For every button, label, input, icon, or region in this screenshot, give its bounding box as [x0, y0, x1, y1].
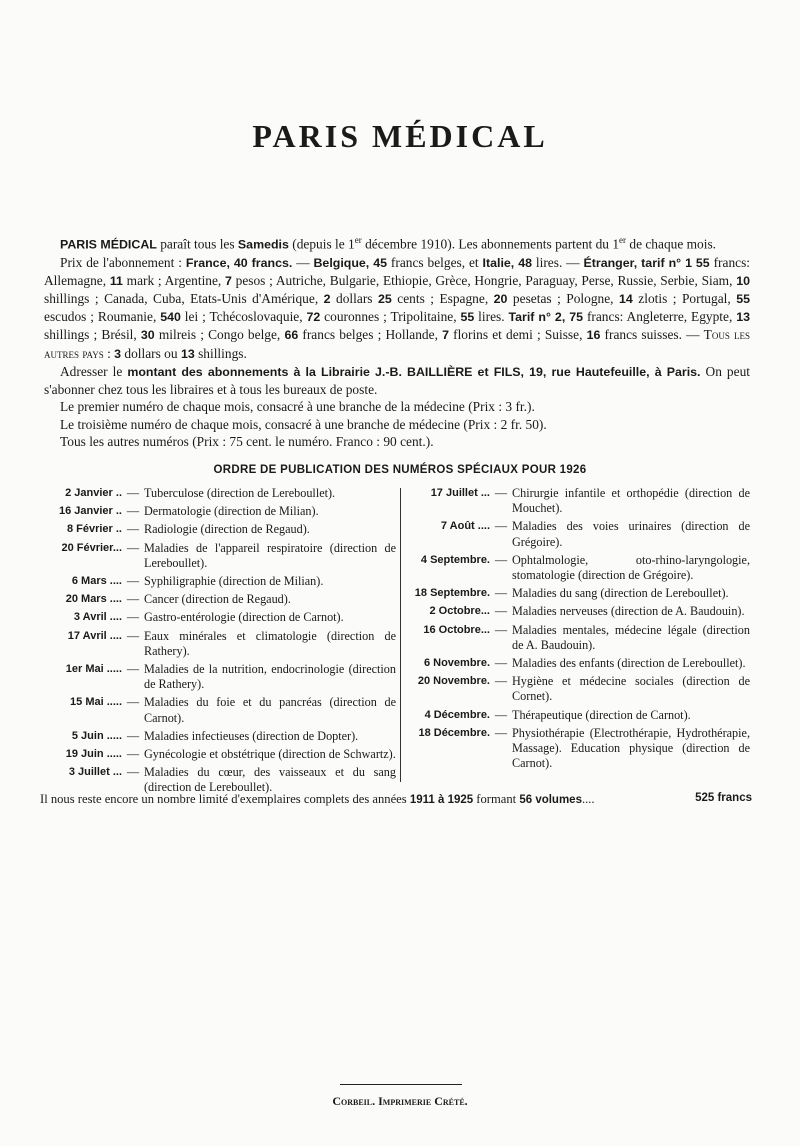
entry-date: 8 Février .. — [66, 523, 122, 536]
schedule-entry — [404, 486, 750, 516]
entry-date: 18 Septembre. — [414, 587, 490, 600]
entry-dash: — — [126, 662, 140, 677]
entry-topic: Tuberculose (direction de Lereboullet). — [144, 486, 336, 500]
entry-dash: — — [126, 747, 140, 762]
entry-topic: Maladies du cœur, des vaisseaux et du sang (direction de Lereboullet). — [144, 765, 396, 795]
column-divider — [400, 488, 401, 782]
entry-date: 17 Avril .... — [67, 629, 122, 642]
entry-dash: — — [126, 486, 140, 500]
printer-imprint: Corbeil. Imprimerie Crété. — [332, 1094, 468, 1108]
schedule-entry — [404, 674, 750, 704]
entry-date: 1er Mai ..... — [65, 663, 122, 676]
entry-topic: Radiologie (direction de Regaud). — [144, 522, 310, 537]
entry-date: 16 Octobre... — [423, 623, 490, 636]
entry-dash: — — [126, 610, 140, 625]
intro-paragraph-publication: PARIS MÉDICAL paraît tous les Samedis (depuis le 1er décembre 1910). Les abonnements partent du 1er de chaque mois. — [60, 235, 717, 252]
entry-dash: — — [494, 486, 508, 500]
schedule-entry — [40, 592, 396, 607]
entry-date: 20 Mars .... — [65, 593, 122, 606]
schedule-entry — [40, 522, 396, 537]
entry-date: 16 Janvier .. — [59, 505, 122, 518]
entry-date: 20 Février... — [61, 541, 122, 554]
entry-date: 18 Décembre. — [418, 726, 490, 739]
entry-dash: — — [494, 604, 508, 619]
entry-date: 3 Juillet ... — [68, 766, 122, 779]
entry-dash: — — [126, 522, 140, 537]
entry-dash: — — [126, 504, 140, 519]
entry-topic: Maladies des enfants (direction de Lereboullet). — [512, 656, 746, 671]
entry-dash: — — [126, 574, 140, 589]
schedule-entry — [404, 586, 750, 601]
intro-paragraph-first-issue: Le premier numéro de chaque mois, consacré à une branche de la médecine (Prix : 3 fr.). — [60, 399, 535, 415]
schedule-entry — [404, 623, 750, 653]
entry-topic: Gynécologie et obstétrique (direction de Schwartz). — [144, 747, 396, 762]
entry-topic: Maladies du sang (direction de Lereboullet). — [512, 586, 729, 601]
intro-paragraph-other-issues: Tous les autres numéros (Prix : 75 cent. le numéro. Franco : 90 cent.). — [60, 433, 434, 449]
entry-date: 19 Juin ..... — [65, 748, 122, 761]
entry-date: 2 Janvier .. — [65, 487, 122, 499]
entry-dash: — — [494, 725, 508, 740]
schedule-entry — [40, 695, 396, 725]
entry-dash: — — [494, 622, 508, 637]
entry-topic: Dermatologie (direction de Milian). — [144, 504, 319, 519]
entry-topic: Syphiligraphie (direction de Milian). — [144, 574, 324, 589]
schedule-entry — [404, 656, 750, 671]
entry-date: 6 Novembre. — [423, 657, 490, 670]
entry-dash: — — [126, 765, 140, 780]
entry-date: 7 Août .... — [440, 520, 490, 533]
entry-topic: Thérapeutique (direction de Carnot). — [512, 707, 691, 722]
printer-rule — [340, 1084, 462, 1085]
entry-date: 20 Novembre. — [417, 675, 490, 688]
schedule-entry — [404, 553, 750, 583]
intro-paragraph-prices: Prix de l'abonnement : France, 40 francs. — Belgique, 45 francs belges, et Italie, 48 lires. — Étranger, tarif n° 1 55 francs: Allemagne, 11 mark ; Argentine, 7 pesos ; Autriche, Bulgarie, Ethiopie, Grèce, Hongrie, Paraguay, Perse, Russie, Serbie, Siam, 10 shillings ; Canada, Cuba, Etats-Unis d'Amérique, 2 dollars 25 cents ; Espagne, 20 pesetas ; Pologne, 14 zlotis ; Portugal, 55 escudos ; Roumanie, 540 lei ; Tchécoslovaquie, 72 couronnes ; Tripolitaine, 55 lires. Tarif n° 2, 75 francs: Angleterre, Egypte, 13 shillings ; Brésil, 30 milreis ; Congo belge, 66 francs belges ; Hollande, 7 florins et demi ; Suisse, 16 francs suisses. — Tous les autres pays : 3 dollars ou 13 shillings. — [44, 254, 751, 361]
schedule-column-left — [40, 486, 396, 799]
entry-date: 5 Juin ..... — [71, 729, 122, 742]
schedule-entry — [40, 486, 396, 501]
schedule-entry — [404, 604, 750, 619]
entry-date: 4 Décembre. — [424, 708, 490, 721]
entry-topic: Maladies de l'appareil respiratoire (direction de Lereboullet). — [144, 540, 396, 570]
schedule-entry — [40, 729, 396, 744]
entry-dash: — — [494, 656, 508, 671]
entry-date: 17 Juillet ... — [430, 487, 490, 499]
schedule-entry — [40, 662, 396, 692]
intro-paragraph-third-issue: Le troisième numéro de chaque mois, consacré à une branche de médecine (Prix : 2 fr. 50). — [60, 416, 547, 432]
intro-text — [44, 232, 750, 450]
schedule-entry — [404, 519, 750, 549]
intro-paragraph-address: Adresser le montant des abonnements à la Librairie J.-B. BAILLIÈRE et FILS, 19, rue Hautefeuille, à Paris. On peut s'abonner chez tous les libraires et à tous les bureaux de poste. — [44, 363, 750, 398]
schedule-entry — [40, 504, 396, 519]
entry-dash: — — [494, 552, 508, 567]
schedule-entry — [40, 574, 396, 589]
entry-topic: Maladies de la nutrition, endocrinologie (direction de Rathery). — [144, 662, 396, 692]
entry-topic: Maladies infectieuses (direction de Dopter). — [144, 728, 359, 743]
schedule-column-right — [404, 486, 750, 774]
entry-topic: Hygiène et médecine sociales (direction de Cornet). — [512, 674, 750, 704]
entry-topic: Maladies des voies urinaires (direction de Grégoire). — [512, 519, 750, 549]
entry-date: 6 Mars .... — [71, 575, 122, 588]
entry-topic: Cancer (direction de Regaud). — [144, 592, 291, 607]
schedule-entry — [40, 629, 396, 659]
page-title: PARIS MÉDICAL — [252, 118, 548, 154]
entry-topic: Maladies nerveuses (direction de A. Baudouin). — [512, 604, 745, 619]
entry-dash: — — [494, 586, 508, 601]
entry-topic: Physiothérapie (Electrothérapie, Hydrothérapie, Massage). Education physique (direction de Carnot). — [512, 725, 750, 771]
entry-dash: — — [494, 519, 508, 534]
entry-topic: Maladies du foie et du pancréas (direction de Carnot). — [144, 695, 396, 725]
entry-dash: — — [126, 728, 140, 743]
entry-date: 4 Septembre. — [420, 553, 490, 566]
entry-topic: Gastro-entérologie (direction de Carnot). — [144, 610, 344, 625]
schedule-entry — [404, 726, 750, 772]
entry-date: 2 Octobre... — [429, 605, 490, 618]
entry-date: 3 Avril .... — [73, 611, 122, 624]
entry-dash: — — [126, 540, 140, 555]
entry-dash: — — [126, 695, 140, 710]
entry-topic: Eaux minérales et climatologie (direction de Rathery). — [144, 628, 396, 658]
entry-topic: Ophtalmologie, oto-rhino-laryngologie, stomatologie (direction de Grégoire). — [512, 552, 750, 583]
entry-dash: — — [494, 707, 508, 722]
entry-dash: — — [126, 628, 140, 643]
schedule-entry — [40, 747, 396, 762]
back-issues-price: 525 francs — [695, 792, 752, 804]
schedule-entry — [40, 610, 396, 625]
entry-topic: Maladies mentales, médecine légale (direction de A. Baudouin). — [512, 622, 750, 652]
entry-dash: — — [494, 674, 508, 689]
entry-topic: Chirurgie infantile et orthopédie (direction de Mouchet). — [512, 486, 750, 516]
entry-date: 15 Mai ..... — [70, 696, 122, 709]
back-issues-notice — [40, 792, 752, 807]
schedule-entry — [40, 541, 396, 571]
schedule-entry — [404, 708, 750, 723]
back-issues-text: Il nous reste encore un nombre limité d'exemplaires complets des années 1911 à 1925 formant 56 volumes.... — [40, 792, 595, 806]
special-issues-heading: ORDRE DE PUBLICATION DES NUMÉROS SPÉCIAUX POUR 1926 — [213, 464, 587, 476]
entry-dash: — — [126, 592, 140, 607]
